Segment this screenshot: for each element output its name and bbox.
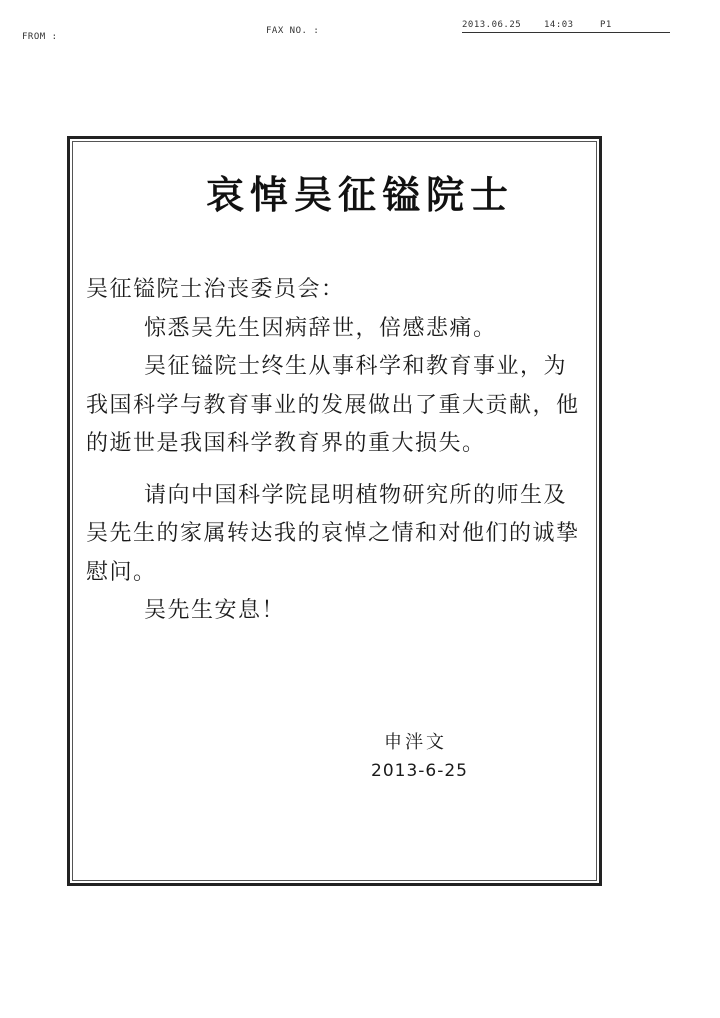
letter-closing: 吴先生安息！ bbox=[144, 598, 286, 623]
letter-paragraph-2: 吴征镒院士终生从事科学和教育事业，为我国科学与教育事业的发展做出了重大贡献，他的逝世是我国科学教育界的重大损失。 bbox=[86, 354, 580, 456]
fax-from-label: FROM : bbox=[22, 32, 58, 42]
fax-date: 2013.06.25 bbox=[462, 20, 522, 30]
fax-header bbox=[0, 0, 720, 50]
fax-time: 14:03 bbox=[544, 20, 574, 30]
letter-signature: 申泮文 bbox=[384, 732, 447, 753]
letter-paragraph-1: 惊悉吴先生因病辞世，倍感悲痛。 bbox=[144, 315, 497, 341]
letter-paragraph-3: 请向中国科学院昆明植物研究所的师生及吴先生的家属转达我的哀悼之情和对他们的诚挚慰问。 bbox=[86, 482, 580, 585]
letter-date: 2013-6-25 bbox=[371, 761, 468, 781]
letter-body bbox=[86, 271, 586, 631]
letter-salutation: 吴征镒院士治丧委员会： bbox=[86, 277, 345, 302]
fax-transmission-info bbox=[462, 20, 670, 33]
letter-title: 哀悼吴征镒院士 bbox=[205, 173, 514, 217]
fax-number-label: FAX NO. : bbox=[266, 26, 320, 36]
fax-page-number: P1 bbox=[600, 20, 612, 30]
